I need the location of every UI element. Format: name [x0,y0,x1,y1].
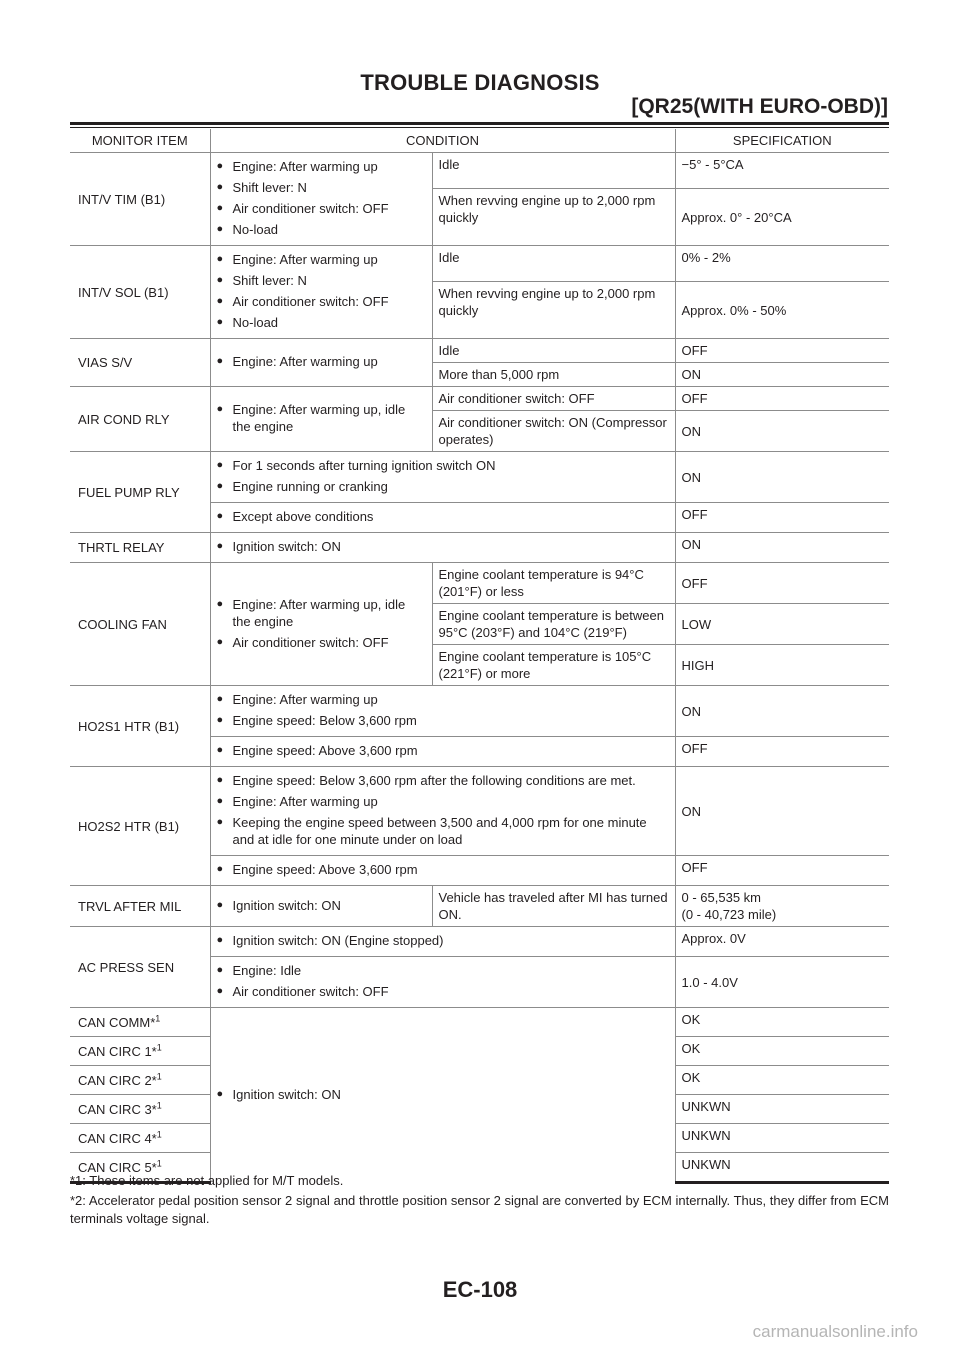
sub-condition: Idle [432,339,675,363]
header-monitor-item: MONITOR ITEM [91,133,188,148]
condition-bullet: ● Air conditioner switch: OFF [217,634,426,651]
page-title: TROUBLE DIAGNOSIS [360,70,600,95]
condition-bullet: ● Ignition switch: ON [217,897,426,914]
specification: ON [675,452,889,503]
spec-line: 0 - 65,535 km [681,890,762,905]
footnote: *2: Accelerator pedal position sensor 2 signal and throttle position sensor 2 signal are converted by ECM internally. Thus, they differ from ECM terminals voltage signal. [70,1193,889,1226]
header-specification: SPECIFICATION [675,129,889,153]
sub-condition: Engine coolant temperature is between 95°C (203°F) and 104°C (219°F) [432,604,675,645]
table-row [70,686,889,737]
monitor-item: CAN CIRC 5*$^1$ [70,1153,210,1183]
condition-bullet: ● Air conditioner switch: OFF [217,200,426,217]
table-header-row [70,129,889,153]
sub-condition: Air conditioner switch: OFF [432,387,675,411]
header-rule-thin [70,127,889,128]
page-number: EC-108 [442,1277,518,1302]
condition-bullets [210,856,675,886]
monitor-item: VIAS S/V [70,339,210,387]
condition-bullet: ● Engine: After warming up [217,251,426,268]
table-row [70,246,889,282]
condition-bullet: ● Engine running or cranking [217,478,669,495]
header-rule [70,122,889,125]
monitor-item: CAN CIRC 2*$^1$ [70,1066,210,1095]
footnotes [70,1172,889,1230]
condition-bullet: ● Engine: After warming up [217,353,426,370]
table-row [70,387,889,411]
table-row [70,563,889,604]
condition-bullets [210,339,432,387]
condition-bullet: ● No-load [217,314,426,331]
specification: OK [675,1037,889,1066]
sub-condition: When revving engine up to 2,000 rpm quickly [432,189,675,246]
condition-bullets [210,767,675,856]
table-row [70,339,889,363]
monitor-item: CAN CIRC 4*$^1$ [70,1124,210,1153]
specification: OFF [675,339,889,363]
condition-bullet: ● Engine speed: Below 3,600 rpm after the following conditions are met. [217,772,669,789]
specification: OFF [675,387,889,411]
condition-bullets [210,533,675,563]
specification: Approx. 0° - 20°CA [675,189,889,246]
monitor-item: COOLING FAN [70,563,210,686]
spec-line: (0 - 40,723 mile) [681,907,777,922]
specification [675,886,889,927]
specification: Approx. 0% - 50% [675,282,889,339]
condition-bullet: ● Except above conditions [217,508,669,525]
condition-bullet: ● Engine: Idle [217,962,669,979]
header-condition: CONDITION [210,129,675,153]
condition-bullets [210,957,675,1008]
sub-condition: Air conditioner switch: ON (Compressor operates) [432,411,675,452]
condition-bullets [210,886,432,927]
condition-bullets [210,563,432,686]
monitor-item: CAN CIRC 1*$^1$ [70,1037,210,1066]
monitor-item: FUEL PUMP RLY [70,452,210,533]
sub-condition: Engine coolant temperature is 94°C (201°F) or less [432,563,675,604]
watermark: carmanualsonline.info [752,1322,918,1341]
specification: OFF [675,856,889,886]
sub-condition: Idle [432,246,675,282]
sub-condition: When revving engine up to 2,000 rpm quickly [432,282,675,339]
specification: ON [675,411,889,452]
condition-bullet: ● Keeping the engine speed between 3,500 and 4,000 rpm for one minute and at idle for one minute under on load [217,814,669,848]
condition-bullet: ● Air conditioner switch: OFF [217,983,669,1000]
monitor-item: INT/V SOL (B1) [70,246,210,339]
condition-bullet: ● Shift lever: N [217,272,426,289]
monitor-spec-table [70,129,889,1184]
condition-bullet: ● Engine speed: Above 3,600 rpm [217,861,669,878]
specification: LOW [675,604,889,645]
sub-condition: Engine coolant temperature is 105°C (221°F) or more [432,645,675,686]
condition-bullets [210,737,675,767]
condition-bullet: ● Ignition switch: ON [217,1086,669,1103]
condition-bullets [210,1008,675,1183]
specification: ON [675,363,889,387]
condition-bullets [210,927,675,957]
condition-bullet: ● No-load [217,221,426,238]
condition-bullet: ● Engine speed: Below 3,600 rpm [217,712,669,729]
condition-bullet: ● Air conditioner switch: OFF [217,293,426,310]
monitor-item: HO2S1 HTR (B1) [70,686,210,767]
specification: OFF [675,563,889,604]
condition-bullet: ● For 1 seconds after turning ignition switch ON [217,457,669,474]
condition-bullet: ● Engine speed: Above 3,600 rpm [217,742,669,759]
monitor-item: HO2S2 HTR (B1) [70,767,210,886]
condition-bullet: ● Engine: After warming up [217,691,669,708]
specification: ON [675,533,889,563]
specification: Approx. 0V [675,927,889,957]
condition-bullet: ● Engine: After warming up [217,793,669,810]
table-row [70,533,889,563]
specification: 1.0 - 4.0V [675,957,889,1008]
specification: UNKWN [675,1095,889,1124]
sub-condition: Idle [432,153,675,189]
table-row [70,1008,889,1037]
sub-condition: Vehicle has traveled after MI has turned ON. [432,886,675,927]
specification: OFF [675,737,889,767]
table-row [70,452,889,503]
monitor-item: CAN COMM*$^1$ [70,1008,210,1037]
condition-bullet: ● Shift lever: N [217,179,426,196]
monitor-item: AIR COND RLY [70,387,210,452]
specification: 0% - 2% [675,246,889,282]
table-row [70,767,889,856]
table-row [70,153,889,189]
specification: ON [675,767,889,856]
condition-bullets [210,686,675,737]
monitor-item: THRTL RELAY [70,533,210,563]
table-row [70,927,889,957]
table-row [70,886,889,927]
condition-bullet: ● Ignition switch: ON (Engine stopped) [217,932,669,949]
condition-bullet: ● Engine: After warming up [217,158,426,175]
footnote: *1: These items are not applied for M/T models. [70,1173,344,1188]
condition-bullets [210,387,432,452]
condition-bullets [210,503,675,533]
condition-bullets [210,452,675,503]
specification: UNKWN [675,1124,889,1153]
engine-model-subtitle: [QR25(WITH EURO-OBD)] [631,95,888,118]
condition-bullet: ● Engine: After warming up, idle the engine [217,401,426,435]
monitor-item: INT/V TIM (B1) [70,153,210,246]
monitor-item: CAN CIRC 3*$^1$ [70,1095,210,1124]
specification: OK [675,1066,889,1095]
monitor-item: TRVL AFTER MIL [70,886,210,927]
specification: OFF [675,503,889,533]
condition-bullets [210,153,432,246]
monitor-item: AC PRESS SEN [70,927,210,1008]
specification: HIGH [675,645,889,686]
condition-bullet: ● Engine: After warming up, idle the engine [217,596,426,630]
condition-bullets [210,246,432,339]
specification: ON [675,686,889,737]
condition-bullet: ● Ignition switch: ON [217,538,669,555]
specification: −5° - 5°CA [675,153,889,189]
sub-condition: More than 5,000 rpm [432,363,675,387]
specification: OK [675,1008,889,1037]
specification: UNKWN [675,1153,889,1183]
